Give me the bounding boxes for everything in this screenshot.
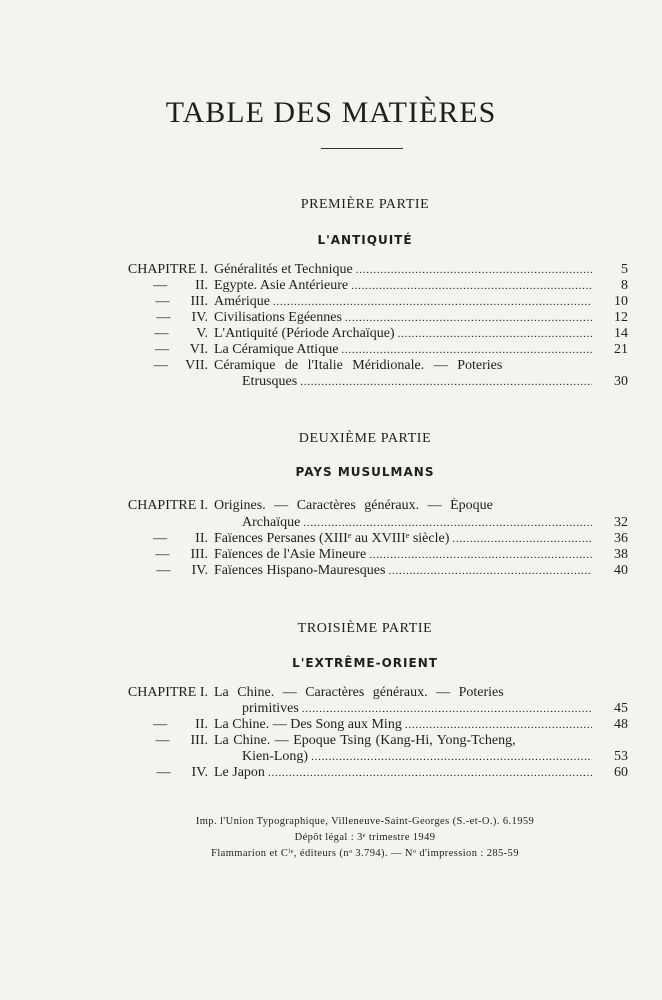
toc-entry[interactable]	[96, 310, 628, 326]
toc-entry[interactable]	[96, 498, 628, 514]
page-title: TABLE DES MATIÈRES	[165, 96, 497, 129]
page-number: 21	[614, 342, 628, 357]
page-number: 32	[614, 515, 628, 530]
page-number: 48	[614, 717, 628, 732]
toc-entry[interactable]	[96, 342, 628, 358]
dot-leader	[299, 701, 592, 717]
dot-leader	[449, 531, 592, 547]
chapter-title: Amérique	[214, 294, 270, 309]
page-number: 5	[621, 262, 628, 277]
toc-entry-continuation[interactable]	[96, 701, 628, 717]
dot-leader	[270, 294, 592, 310]
toc-entry[interactable]	[96, 358, 628, 374]
chapter-title-continued: primitives	[242, 701, 299, 716]
chapter-number: — III.	[155, 547, 208, 562]
part-title-1: PREMIÈRE PARTIE	[300, 197, 430, 212]
imprint-line-3: Flammarion et Cⁱᵉ, éditeurs (nᵒ 3.794). — Nᵒ d'impression : 285-59	[211, 848, 519, 859]
dot-leader	[395, 326, 592, 342]
toc-entry[interactable]	[96, 262, 628, 278]
chapter-title: L'Antiquité (Période Archaïque)	[214, 326, 395, 341]
chapter-title: Céramique de l'Italie Méridionale. — Poteries	[214, 358, 503, 373]
toc-entry-continuation[interactable]	[96, 515, 628, 531]
toc-entry[interactable]	[96, 685, 628, 701]
chapter-title: La Chine. — Caractères généraux. — Poteries	[214, 685, 504, 700]
toc-entry[interactable]	[96, 326, 628, 342]
chapter-number: — IV.	[156, 563, 208, 578]
section-title-3: L'EXTRÊME-ORIENT	[292, 656, 438, 670]
section-title-2: PAYS MUSULMANS	[295, 465, 435, 479]
page-number: 45	[614, 701, 628, 716]
chapter-number: — V.	[154, 326, 208, 341]
chapter-number: — III.	[155, 294, 208, 309]
chapter-number: — II.	[153, 531, 208, 546]
dot-leader	[385, 563, 592, 579]
chapter-title-continued: Etrusques	[242, 374, 298, 389]
chapter-title: Faïences Hispano-Mauresques	[214, 563, 386, 578]
title-rule	[321, 148, 403, 149]
toc-entry-continuation[interactable]	[96, 749, 628, 765]
chapter-number: — II.	[153, 717, 208, 732]
toc-entry[interactable]	[96, 765, 628, 781]
page-number: 10	[614, 294, 628, 309]
toc-entry-continuation[interactable]	[96, 374, 628, 390]
imprint-line-2: Dépôt légal : 3ᵉ trimestre 1949	[294, 832, 436, 843]
toc-entry[interactable]	[96, 563, 628, 579]
dot-leader	[366, 547, 592, 563]
dot-leader	[308, 749, 592, 765]
toc-entry[interactable]	[96, 547, 628, 563]
toc-entry[interactable]	[96, 294, 628, 310]
page-number: 12	[614, 310, 628, 325]
page-number: 36	[614, 531, 628, 546]
section-title-1: L'ANTIQUITÉ	[317, 233, 413, 247]
toc-entry[interactable]	[96, 733, 628, 749]
dot-leader	[265, 765, 592, 781]
chapter-title: Civilisations Egéennes	[214, 310, 342, 325]
chapter-number: — VII.	[153, 358, 208, 373]
page-number: 60	[614, 765, 628, 780]
chapter-title: La Chine. — Epoque Tsing (Kang-Hi, Yong-Tcheng,	[214, 733, 516, 748]
dot-leader	[353, 262, 592, 278]
dot-leader	[402, 717, 592, 733]
chapter-title-continued: Kien-Long)	[242, 749, 309, 764]
imprint-line-1: Imp. l'Union Typographique, Villeneuve-Saint-Georges (S.-et-O.). 6.1959	[195, 816, 535, 827]
dot-leader	[300, 515, 592, 531]
page-number: 38	[614, 547, 628, 562]
chapter-title: Généralités et Technique	[214, 262, 353, 277]
dot-leader	[297, 374, 592, 390]
page-number: 8	[621, 278, 628, 293]
chapter-title: Origines. — Caractères généraux. — Époque	[214, 498, 493, 513]
toc-entry[interactable]	[96, 278, 628, 294]
dot-leader	[338, 342, 592, 358]
page-number: 53	[614, 749, 628, 764]
chapter-number: CHAPITRE I.	[127, 262, 208, 277]
chapter-number: — IV.	[156, 310, 208, 325]
chapter-title: Egypte. Asie Antérieure	[214, 278, 349, 293]
chapter-title: La Chine. — Des Song aux Ming	[214, 717, 402, 732]
chapter-number: — II.	[153, 278, 208, 293]
chapter-title: La Céramique Attique	[214, 342, 339, 357]
dot-leader	[348, 278, 592, 294]
toc-entry[interactable]	[96, 717, 628, 733]
chapter-number: — VI.	[154, 342, 208, 357]
page-number: 40	[614, 563, 628, 578]
chapter-number: — IV.	[156, 765, 208, 780]
chapter-title: Faïences Persanes (XIIIᵉ au XVIIIᵉ siècle)	[214, 531, 450, 546]
dot-leader	[342, 310, 592, 326]
chapter-title: Le Japon	[214, 765, 265, 780]
toc-entry[interactable]	[96, 531, 628, 547]
page-number: 30	[614, 374, 628, 389]
page-number: 14	[614, 326, 628, 341]
part-title-3: TROISIÈME PARTIE	[297, 621, 433, 636]
chapter-title: Faïences de l'Asie Mineure	[214, 547, 367, 562]
chapter-number: CHAPITRE I.	[127, 685, 208, 700]
part-title-2: DEUXIÈME PARTIE	[298, 431, 432, 446]
chapter-title-continued: Archaïque	[242, 515, 301, 530]
chapter-number: — III.	[155, 733, 208, 748]
chapter-number: CHAPITRE I.	[127, 498, 208, 513]
